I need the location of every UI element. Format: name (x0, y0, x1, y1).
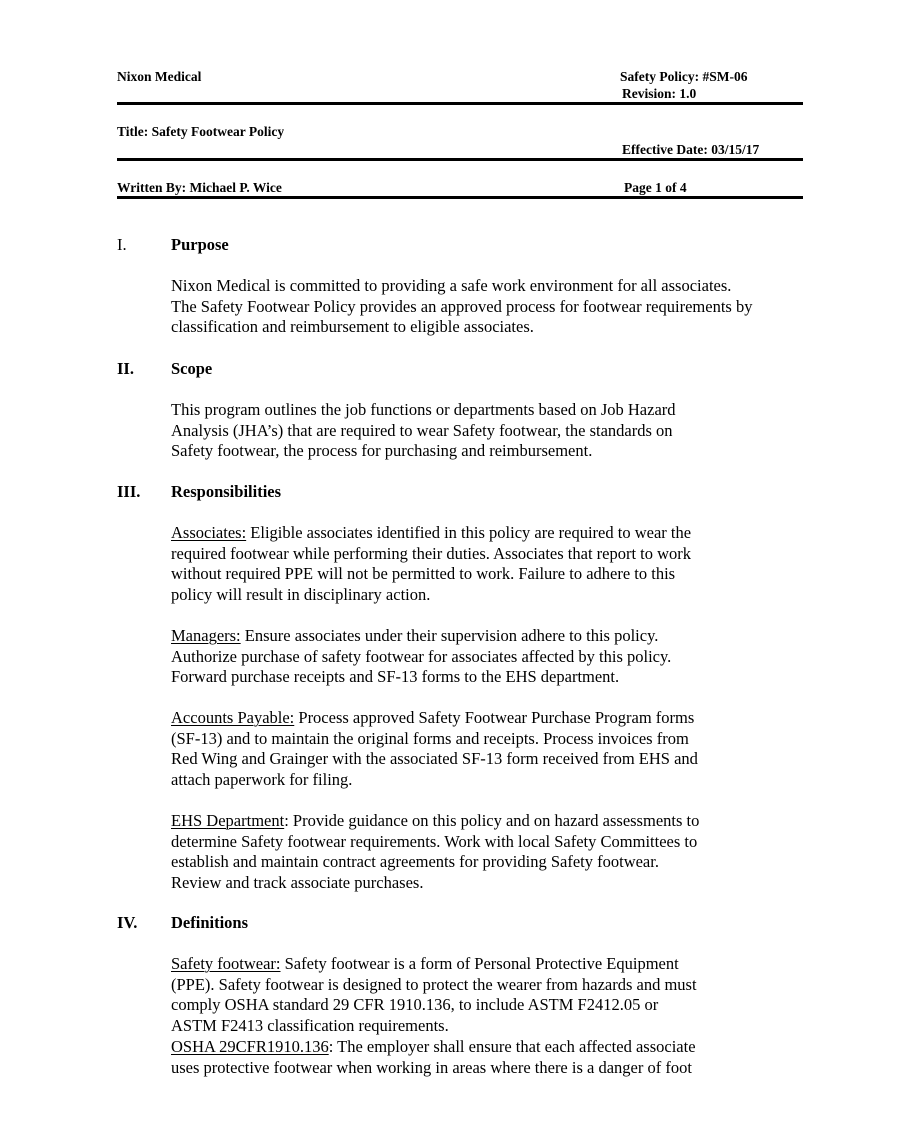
page-number: Page 1 of 4 (624, 180, 687, 195)
term-label: Managers: (171, 626, 241, 645)
text-line: Authorize purchase of safety footwear for associates affected by this policy. (171, 646, 672, 666)
text-line: Nixon Medical is committed to providing a safe work environment for all associates. (171, 276, 732, 295)
text-line: The Safety Footwear Policy provides an approved process for footwear requirements by (171, 296, 753, 316)
text-line: (PPE). Safety footwear is designed to protect the wearer from hazards and must (171, 974, 697, 994)
section-title: Responsibilities (171, 482, 282, 501)
section-number: III. (117, 482, 141, 501)
definition-safety-footwear (171, 954, 697, 1078)
effective-date: Effective Date: 03/15/17 (622, 142, 760, 157)
text-line: comply OSHA standard 29 CFR 1910.136, to include ASTM F2412.05 or (171, 995, 659, 1015)
written-by: Written By: Michael P. Wice (117, 180, 282, 195)
text-line: policy will result in disciplinary action. (171, 585, 431, 605)
text-line: Forward purchase receipts and SF-13 forms to the EHS department. (171, 667, 620, 687)
term-label: EHS Department (171, 811, 285, 830)
text-line: Safety footwear is a form of Personal Protective Equipment (280, 954, 679, 973)
text-line: ASTM F2413 classification requirements. (171, 1016, 449, 1036)
responsibility-accounts-payable (171, 708, 698, 791)
section-title: Definitions (171, 913, 249, 932)
section-title: Purpose (171, 235, 229, 254)
text-line: uses protective footwear when working in areas where there is a danger of foot (171, 1057, 692, 1077)
section-title: Scope (171, 359, 213, 378)
header-divider (117, 102, 803, 105)
text-line: : The employer shall ensure that each affected associate (328, 1036, 696, 1056)
text-line: Analysis (JHA’s) that are required to wear Safety footwear, the standards on (171, 420, 673, 440)
responsibility-associates (171, 523, 691, 606)
revision: Revision: 1.0 (622, 86, 697, 101)
header-divider (117, 196, 803, 199)
text-line: Review and track associate purchases. (171, 873, 424, 893)
text-line: Eligible associates identified in this policy are required to wear the (246, 523, 692, 542)
text-line: attach paperwork for filing. (171, 770, 353, 790)
responsibility-ehs-department (171, 811, 699, 894)
text-line: without required PPE will not be permitted to work. Failure to adhere to this (171, 564, 676, 584)
section-number: IV. (117, 913, 138, 932)
text-line: Safety footwear, the process for purchasing and reimbursement. (171, 441, 593, 461)
policy-number: Safety Policy: #SM-06 (620, 69, 748, 84)
header-divider (117, 158, 803, 161)
text-line: classification and reimbursement to eligible associates. (171, 317, 534, 337)
section-paragraph (171, 400, 676, 462)
text-line: Red Wing and Grainger with the associated SF-13 form received from EHS and (171, 749, 698, 769)
text-line: Ensure associates under their supervision adhere to this policy. (240, 626, 659, 645)
term-label: OSHA 29CFR1910.136 (171, 1036, 329, 1056)
text-line: This program outlines the job functions or departments based on Job Hazard (171, 400, 676, 419)
section-number: II. (117, 359, 134, 378)
term-label: Associates: (171, 523, 247, 542)
text-line: Process approved Safety Footwear Purchase Program forms (294, 708, 695, 727)
responsibility-managers (171, 626, 671, 688)
term-label: Accounts Payable: (171, 708, 295, 727)
text-line: determine Safety footwear requirements. Work with local Safety Committees to (171, 831, 698, 851)
document-title: Title: Safety Footwear Policy (117, 124, 285, 139)
term-label: Safety footwear: (171, 954, 281, 973)
section-number: I. (117, 235, 127, 254)
company-name: Nixon Medical (117, 69, 202, 84)
section-paragraph (171, 276, 752, 338)
text-line: required footwear while performing their duties. Associates that report to work (171, 543, 692, 563)
text-line: (SF-13) and to maintain the original forms and receipts. Process invoices from (171, 728, 689, 748)
text-line: establish and maintain contract agreements for providing Safety footwear. (171, 852, 659, 872)
text-line: : Provide guidance on this policy and on hazard assessments to (284, 811, 700, 830)
